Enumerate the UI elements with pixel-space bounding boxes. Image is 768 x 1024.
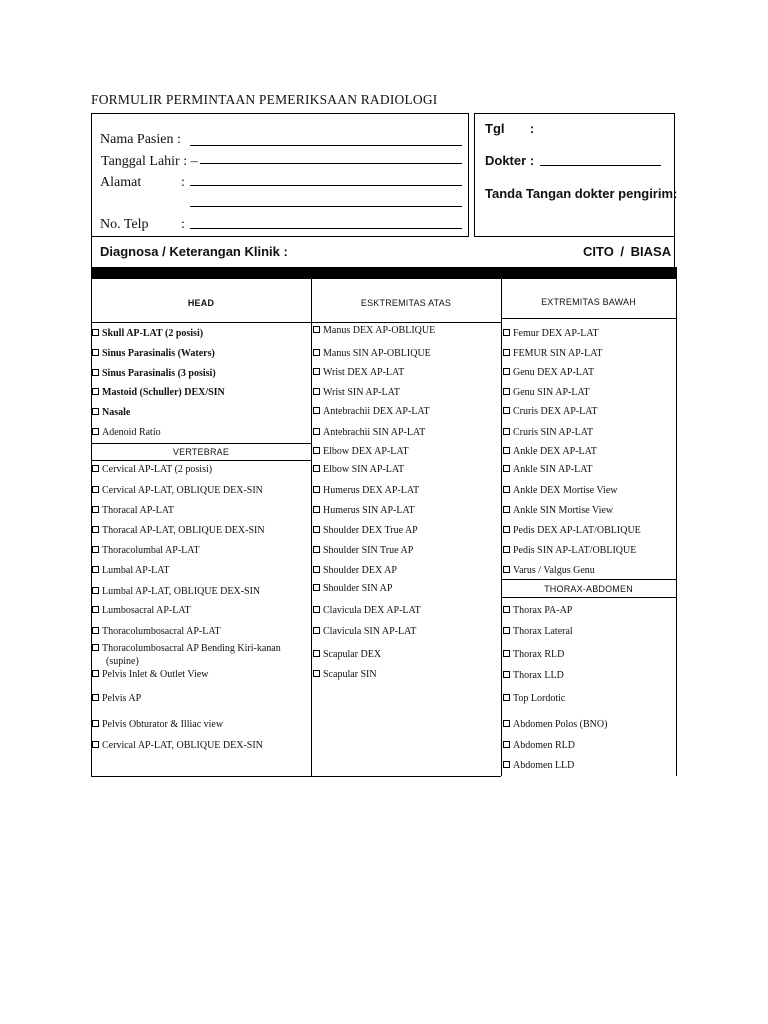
checkbox-icon[interactable] — [503, 694, 510, 701]
item-label: Cruris SIN AP-LAT — [513, 427, 594, 438]
patient-name-label: Nama Pasien : — [100, 132, 181, 147]
checkbox-item[interactable] — [313, 626, 416, 637]
table-divider-2 — [501, 279, 502, 776]
checkbox-item[interactable] — [92, 719, 223, 730]
checkbox-icon[interactable] — [313, 368, 320, 375]
item-label: Shoulder DEX AP — [323, 565, 397, 576]
checkbox-item[interactable] — [503, 719, 607, 730]
checkbox-item[interactable] — [92, 368, 216, 379]
item-label: Cervical AP-LAT (2 posisi) — [102, 464, 213, 475]
checkbox-item[interactable] — [92, 328, 203, 339]
item-label: Pedis SIN AP-LAT/OBLIQUE — [513, 545, 637, 556]
checkbox-icon[interactable] — [92, 506, 99, 513]
item-label: Thoracolumbal AP-LAT — [102, 545, 200, 556]
item-label: Sinus Parasinalis (3 posisi) — [102, 368, 216, 379]
phone-label: No. Telp — [100, 217, 149, 232]
item-label: Antebrachii SIN AP-LAT — [323, 427, 426, 438]
checkbox-item[interactable] — [503, 525, 641, 536]
checkbox-item[interactable] — [503, 505, 613, 516]
lower-column-header: EXTREMITAS BAWAH — [541, 297, 636, 307]
checkbox-item[interactable] — [503, 545, 636, 556]
checkbox-icon[interactable] — [92, 587, 99, 594]
checkbox-icon[interactable] — [503, 627, 510, 634]
checkbox-item[interactable] — [503, 649, 564, 660]
item-label: Pedis DEX AP-LAT/OBLIQUE — [513, 525, 641, 536]
checkbox-item[interactable] — [313, 525, 418, 536]
checkbox-icon[interactable] — [503, 329, 510, 336]
checkbox-icon[interactable] — [313, 388, 320, 395]
checkbox-item[interactable] — [92, 586, 260, 597]
table-divider-1 — [311, 279, 312, 776]
item-label: Thorax Lateral — [513, 626, 573, 637]
checkbox-item[interactable] — [313, 605, 421, 616]
checkbox-icon[interactable] — [313, 584, 320, 591]
item-label: Humerus DEX AP-LAT — [323, 485, 420, 496]
checkbox-item[interactable] — [503, 387, 590, 398]
address-label: Alamat — [100, 175, 142, 190]
checkbox-item[interactable] — [503, 670, 564, 681]
item-label: Cervical AP-LAT, OBLIQUE DEX-SIN — [102, 485, 263, 496]
checkbox-icon[interactable] — [503, 506, 510, 513]
checkbox-icon[interactable] — [92, 694, 99, 701]
checkbox-icon[interactable] — [503, 407, 510, 414]
item-label: FEMUR SIN AP-LAT — [513, 348, 603, 359]
checkbox-item[interactable] — [92, 485, 263, 496]
item-label: Lumbal AP-LAT, OBLIQUE DEX-SIN — [102, 586, 261, 597]
checkbox-icon[interactable] — [92, 465, 99, 472]
checkbox-item[interactable] — [313, 485, 419, 496]
item-label: Thorax LLD — [513, 670, 564, 681]
checkbox-icon[interactable] — [313, 407, 320, 414]
checkbox-icon[interactable] — [92, 741, 99, 748]
checkbox-icon[interactable] — [92, 566, 99, 573]
diagnosis-label: Diagnosa / Keterangan Klinik : — [100, 244, 288, 259]
item-label: Wrist DEX AP-LAT — [323, 367, 405, 378]
item-label: Cruris DEX AP-LAT — [513, 406, 598, 417]
checkbox-icon[interactable] — [92, 408, 99, 415]
checkbox-icon[interactable] — [313, 428, 320, 435]
checkbox-icon[interactable] — [503, 650, 510, 657]
item-label: Thoracal AP-LAT, OBLIQUE DEX-SIN — [102, 525, 265, 536]
item-label: Antebrachii DEX AP-LAT — [323, 406, 430, 417]
checkbox-item[interactable] — [92, 605, 191, 616]
checkbox-icon[interactable] — [92, 670, 99, 677]
item-label: Mastoid (Schuller) DEX/SIN — [102, 387, 225, 398]
item-label: Pelvis Obturator & Illiac view — [102, 719, 224, 730]
checkbox-icon[interactable] — [313, 627, 320, 634]
item-label-continuation: (supine) — [106, 656, 139, 667]
checkbox-item[interactable] — [313, 446, 409, 457]
checkbox-item[interactable] — [313, 427, 425, 438]
checkbox-icon[interactable] — [313, 326, 320, 333]
table-border-right — [676, 279, 677, 776]
lower-header-rule — [501, 318, 676, 319]
item-label: Thoracolumbosacral AP-LAT — [102, 626, 221, 637]
checkbox-icon[interactable] — [92, 369, 99, 376]
vertebrae-section-header: VERTEBRAE — [172, 447, 230, 457]
item-label: Top Lordotic — [513, 693, 566, 704]
checkbox-item[interactable] — [503, 760, 574, 771]
item-label: Scapular DEX — [323, 649, 382, 660]
item-label: Manus DEX AP-OBLIQUE — [323, 325, 436, 336]
item-label: Pelvis Inlet & Outlet View — [102, 669, 209, 680]
phone-colon: : — [181, 217, 185, 232]
vertebrae-bottom-rule — [91, 460, 311, 461]
checkbox-icon[interactable] — [503, 566, 510, 573]
checkbox-item[interactable] — [503, 446, 597, 457]
checkbox-item[interactable] — [313, 565, 397, 576]
signature-label: Tanda Tangan dokter pengirim: — [485, 186, 678, 201]
item-label: Skull AP-LAT (2 posisi) — [102, 328, 204, 339]
item-label: Thorax RLD — [513, 649, 565, 660]
checkbox-item[interactable] — [503, 464, 592, 475]
item-label: Femur DEX AP-LAT — [513, 328, 599, 339]
address-colon: : — [181, 175, 185, 190]
checkbox-icon[interactable] — [503, 761, 510, 768]
item-label: Shoulder DEX True AP — [323, 525, 418, 536]
checkbox-icon[interactable] — [313, 670, 320, 677]
item-label: Lumbosacral AP-LAT — [102, 605, 191, 616]
checkbox-item[interactable] — [92, 626, 221, 637]
checkbox-item[interactable] — [313, 669, 377, 680]
checkbox-icon[interactable] — [503, 368, 510, 375]
checkbox-icon[interactable] — [313, 546, 320, 553]
item-label: Wrist SIN AP-LAT — [323, 387, 400, 398]
checkbox-icon[interactable] — [503, 486, 510, 493]
checkbox-icon[interactable] — [313, 506, 320, 513]
dob-label: Tanggal Lahir : – — [101, 154, 198, 169]
checkbox-item[interactable] — [503, 367, 594, 378]
item-label: Nasale — [102, 407, 131, 418]
item-label: Genu SIN AP-LAT — [513, 387, 590, 398]
checkbox-item[interactable] — [503, 605, 572, 616]
item-label: Ankle DEX AP-LAT — [513, 446, 597, 457]
checkbox-item[interactable] — [313, 583, 392, 594]
checkbox-icon[interactable] — [313, 447, 320, 454]
checkbox-icon[interactable] — [503, 720, 510, 727]
phone-field[interactable] — [190, 228, 462, 229]
checkbox-item[interactable] — [92, 525, 265, 536]
checkbox-item[interactable] — [92, 348, 215, 359]
dob-field[interactable] — [200, 163, 462, 164]
checkbox-item[interactable] — [313, 406, 430, 417]
checkbox-item[interactable] — [92, 740, 263, 751]
item-label: Humerus SIN AP-LAT — [323, 505, 415, 516]
checkbox-icon[interactable] — [313, 566, 320, 573]
checkbox-item[interactable] — [313, 545, 413, 556]
checkbox-icon[interactable] — [503, 388, 510, 395]
checkbox-icon[interactable] — [92, 720, 99, 727]
checkbox-item[interactable] — [92, 669, 208, 680]
checkbox-item[interactable] — [503, 565, 595, 576]
item-label: Shoulder SIN True AP — [323, 545, 414, 556]
checkbox-icon[interactable] — [92, 627, 99, 634]
checkbox-item[interactable] — [92, 407, 130, 418]
checkbox-icon[interactable] — [92, 486, 99, 493]
checkbox-icon[interactable] — [313, 465, 320, 472]
checkbox-item[interactable] — [92, 387, 225, 398]
checkbox-item[interactable] — [92, 643, 281, 654]
checkbox-item[interactable] — [503, 485, 617, 496]
item-label: Manus SIN AP-OBLIQUE — [323, 348, 431, 359]
checkbox-item[interactable] — [503, 693, 565, 704]
checkbox-item[interactable] — [503, 348, 602, 359]
checkbox-item[interactable] — [92, 505, 174, 516]
doctor-label: Dokter : — [485, 153, 535, 168]
doctor-field[interactable] — [540, 165, 661, 166]
checkbox-icon[interactable] — [503, 606, 510, 613]
checkbox-item[interactable] — [503, 328, 599, 339]
checkbox-item[interactable] — [92, 464, 212, 475]
thorax-top-rule — [501, 579, 676, 580]
item-label: Ankle SIN Mortise View — [513, 505, 614, 516]
checkbox-icon[interactable] — [503, 465, 510, 472]
item-label: Scapular SIN — [323, 669, 377, 680]
checkbox-item[interactable] — [313, 348, 431, 359]
item-label: Sinus Parasinalis (Waters) — [102, 348, 215, 359]
checkbox-item[interactable] — [503, 626, 573, 637]
checkbox-icon[interactable] — [503, 671, 510, 678]
item-label: Adenoid Ratio — [102, 427, 161, 438]
checkbox-icon[interactable] — [313, 606, 320, 613]
checkbox-icon[interactable] — [503, 349, 510, 356]
item-label: Shoulder SIN AP — [323, 583, 393, 594]
checkbox-icon[interactable] — [313, 650, 320, 657]
checkbox-icon[interactable] — [92, 606, 99, 613]
item-label: Thoracal AP-LAT — [102, 505, 174, 516]
checkbox-item[interactable] — [313, 325, 435, 336]
checkbox-item[interactable] — [313, 649, 381, 660]
checkbox-item[interactable] — [92, 565, 170, 576]
item-label: Lumbal AP-LAT — [102, 565, 170, 576]
checkbox-icon[interactable] — [313, 526, 320, 533]
head-column-header: HEAD — [187, 298, 215, 308]
checkbox-item[interactable] — [92, 427, 161, 438]
checkbox-icon[interactable] — [503, 526, 510, 533]
form-title: FORMULIR PERMINTAAN PEMERIKSAAN RADIOLOGI — [91, 92, 438, 107]
checkbox-icon[interactable] — [503, 447, 510, 454]
checkbox-icon[interactable] — [313, 486, 320, 493]
checkbox-icon[interactable] — [92, 388, 99, 395]
head-header-rule — [91, 322, 311, 323]
checkbox-icon[interactable] — [503, 741, 510, 748]
upper-column-header: ESKTREMITAS ATAS — [360, 298, 452, 308]
checkbox-item[interactable] — [313, 505, 415, 516]
checkbox-item[interactable] — [313, 387, 400, 398]
thorax-bottom-rule — [501, 597, 676, 598]
item-label: Abdomen LLD — [513, 760, 575, 771]
item-label: Ankle SIN AP-LAT — [513, 464, 593, 475]
upper-header-rule — [311, 322, 501, 323]
checkbox-item[interactable] — [92, 545, 199, 556]
checkbox-icon[interactable] — [503, 428, 510, 435]
section-divider-band — [91, 267, 677, 279]
item-label: Abdomen RLD — [513, 740, 575, 751]
item-label: Genu DEX AP-LAT — [513, 367, 595, 378]
item-label: Clavicula SIN AP-LAT — [323, 626, 417, 637]
checkbox-icon[interactable] — [92, 526, 99, 533]
address-field-line-1[interactable] — [190, 185, 462, 186]
item-label: Cervical AP-LAT, OBLIQUE DEX-SIN — [102, 740, 263, 751]
checkbox-icon[interactable] — [92, 546, 99, 553]
item-label: Abdomen Polos (BNO) — [513, 719, 608, 730]
checkbox-icon[interactable] — [92, 349, 99, 356]
address-field-line-2[interactable] — [190, 206, 462, 207]
checkbox-item[interactable] — [313, 367, 404, 378]
priority-label: CITO / BIASA — [583, 244, 672, 259]
item-label: Pelvis AP — [102, 693, 142, 704]
checkbox-item[interactable] — [503, 406, 597, 417]
patient-name-field[interactable] — [190, 145, 462, 146]
checkbox-icon[interactable] — [92, 644, 99, 651]
thorax-section-header: THORAX-ABDOMEN — [544, 584, 633, 594]
item-label: Elbow DEX AP-LAT — [323, 446, 409, 457]
checkbox-icon[interactable] — [92, 428, 99, 435]
checkbox-item[interactable] — [503, 427, 593, 438]
item-label: Thoracolumbosacral AP Bending Kiri-kanan — [102, 643, 281, 654]
checkbox-icon[interactable] — [92, 329, 99, 336]
item-label: Ankle DEX Mortise View — [513, 485, 618, 496]
checkbox-item[interactable] — [92, 693, 141, 704]
item-label: Thorax PA-AP — [513, 605, 573, 616]
date-label: Tgl : — [485, 121, 535, 136]
vertebrae-top-rule — [91, 443, 311, 444]
checkbox-icon[interactable] — [503, 546, 510, 553]
checkbox-item[interactable] — [503, 740, 575, 751]
table-bottom-rule — [91, 776, 501, 777]
checkbox-item[interactable] — [313, 464, 404, 475]
item-label: Elbow SIN AP-LAT — [323, 464, 405, 475]
checkbox-icon[interactable] — [313, 349, 320, 356]
item-label: Clavicula DEX AP-LAT — [323, 605, 421, 616]
item-label: Varus / Valgus Genu — [513, 565, 595, 576]
